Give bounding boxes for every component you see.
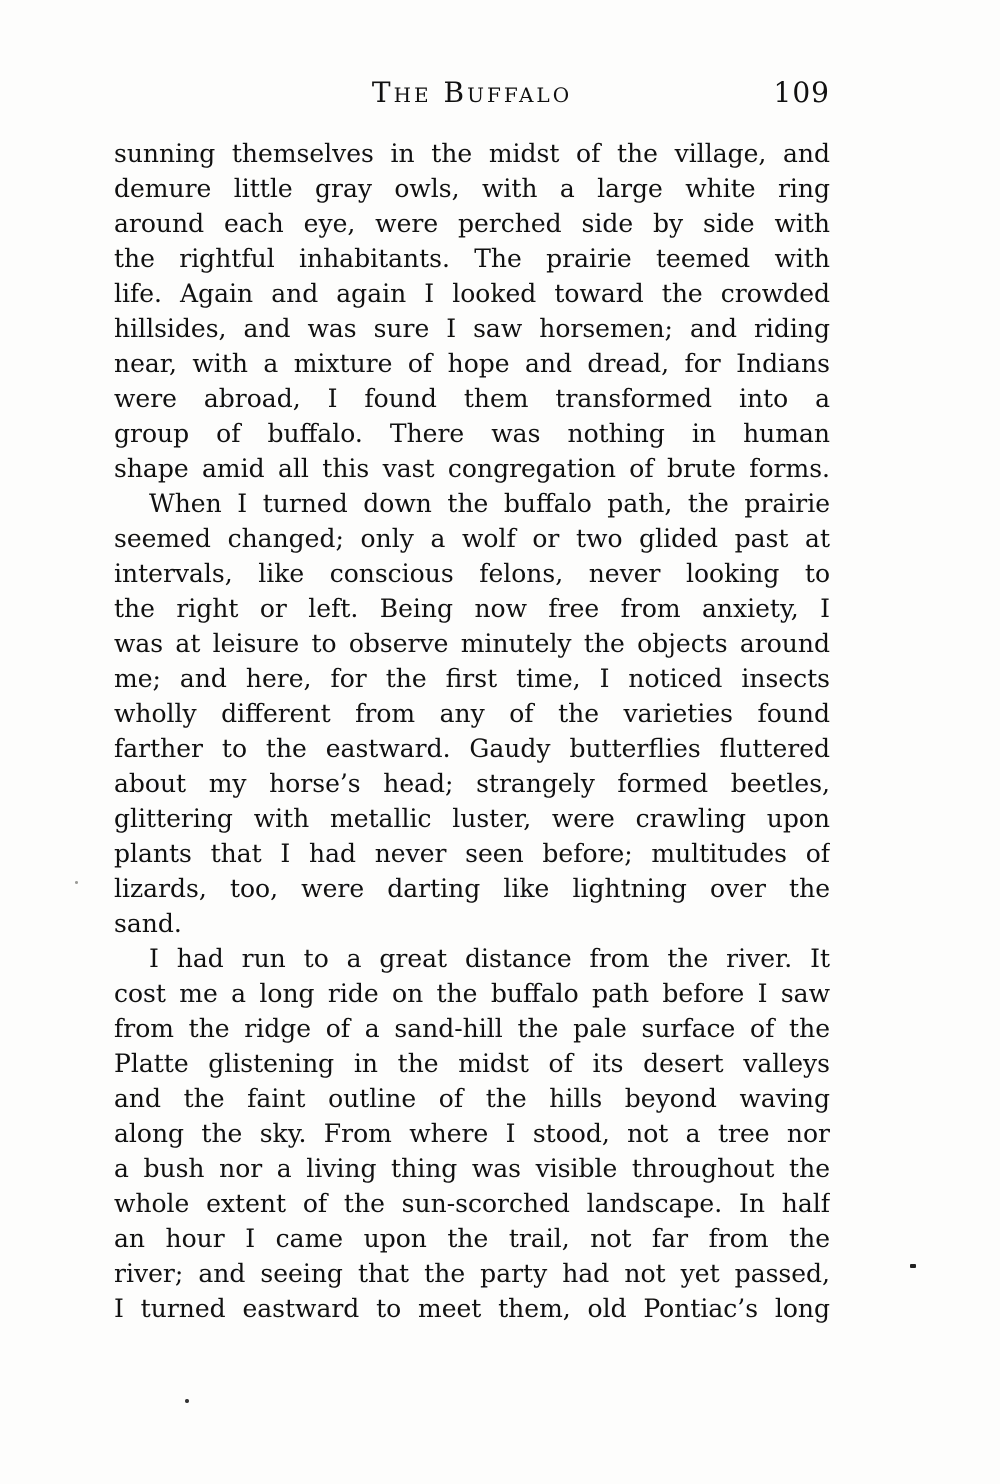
- text-line: me; and here, for the first time, I noticed insects: [114, 664, 830, 693]
- text-line: along the sky. From where I stood, not a tree nor: [114, 1119, 830, 1148]
- text-line: When I turned down the buffalo path, the prairie: [149, 489, 830, 518]
- page-header: [114, 76, 830, 114]
- text-line: near, with a mixture of hope and dread, for Indians: [114, 349, 830, 378]
- text-line: river; and seeing that the party had not yet passed,: [114, 1259, 830, 1288]
- page-body: [114, 136, 830, 1326]
- text-line: from the ridge of a sand-hill the pale surface of the: [114, 1014, 830, 1043]
- page-number: 109: [773, 76, 830, 109]
- text-line: sand.: [114, 909, 182, 938]
- text-line: sunning themselves in the midst of the village, and: [114, 139, 830, 168]
- text-line: Platte glistening in the midst of its desert valleys: [114, 1049, 830, 1078]
- text-line: shape amid all this vast congregation of brute forms.: [114, 454, 830, 483]
- text-line: plants that I had never seen before; multitudes of: [114, 839, 830, 868]
- text-line: lizards, too, were darting like lightning over the: [114, 874, 830, 903]
- text-line: an hour I came upon the trail, not far from the: [114, 1224, 830, 1253]
- scan-speck: [910, 1264, 916, 1268]
- text-line: was at leisure to observe minutely the objects around: [114, 629, 830, 658]
- text-line: glittering with metallic luster, were crawling upon: [114, 804, 830, 833]
- paragraph: [114, 941, 830, 1326]
- text-line: hillsides, and was sure I saw horsemen; and riding: [114, 314, 830, 343]
- text-line: and the faint outline of the hills beyond waving: [114, 1084, 830, 1113]
- text-line: a bush nor a living thing was visible throughout the: [114, 1154, 830, 1183]
- paragraph: [114, 486, 830, 941]
- scan-speck: [75, 881, 78, 884]
- text-line: I had run to a great distance from the river. It: [149, 944, 830, 973]
- paragraph: [114, 136, 830, 486]
- text-line: about my horse’s head; strangely formed beetles,: [114, 769, 830, 798]
- text-line: the right or left. Being now free from anxiety, I: [114, 594, 830, 623]
- text-line: cost me a long ride on the buffalo path before I saw: [114, 979, 830, 1008]
- text-line: intervals, like conscious felons, never looking to: [114, 559, 830, 588]
- text-line: I turned eastward to meet them, old Pontiac’s long: [114, 1294, 830, 1323]
- text-line: farther to the eastward. Gaudy butterflies fluttered: [114, 734, 830, 763]
- text-line: whole extent of the sun-scorched landscape. In half: [114, 1189, 830, 1218]
- text-line: demure little gray owls, with a large white ring: [114, 174, 830, 203]
- text-line: seemed changed; only a wolf or two glided past at: [114, 524, 830, 553]
- scan-speck: [185, 1399, 189, 1403]
- text-line: wholly different from any of the varieties found: [114, 699, 830, 728]
- text-line: around each eye, were perched side by side with: [114, 209, 830, 238]
- text-line: were abroad, I found them transformed into a: [114, 384, 830, 413]
- text-line: the rightful inhabitants. The prairie teemed with: [114, 244, 830, 273]
- text-line: group of buffalo. There was nothing in human: [114, 419, 830, 448]
- running-header-title: The Buffalo: [371, 76, 573, 109]
- text-line: life. Again and again I looked toward the crowded: [114, 279, 830, 308]
